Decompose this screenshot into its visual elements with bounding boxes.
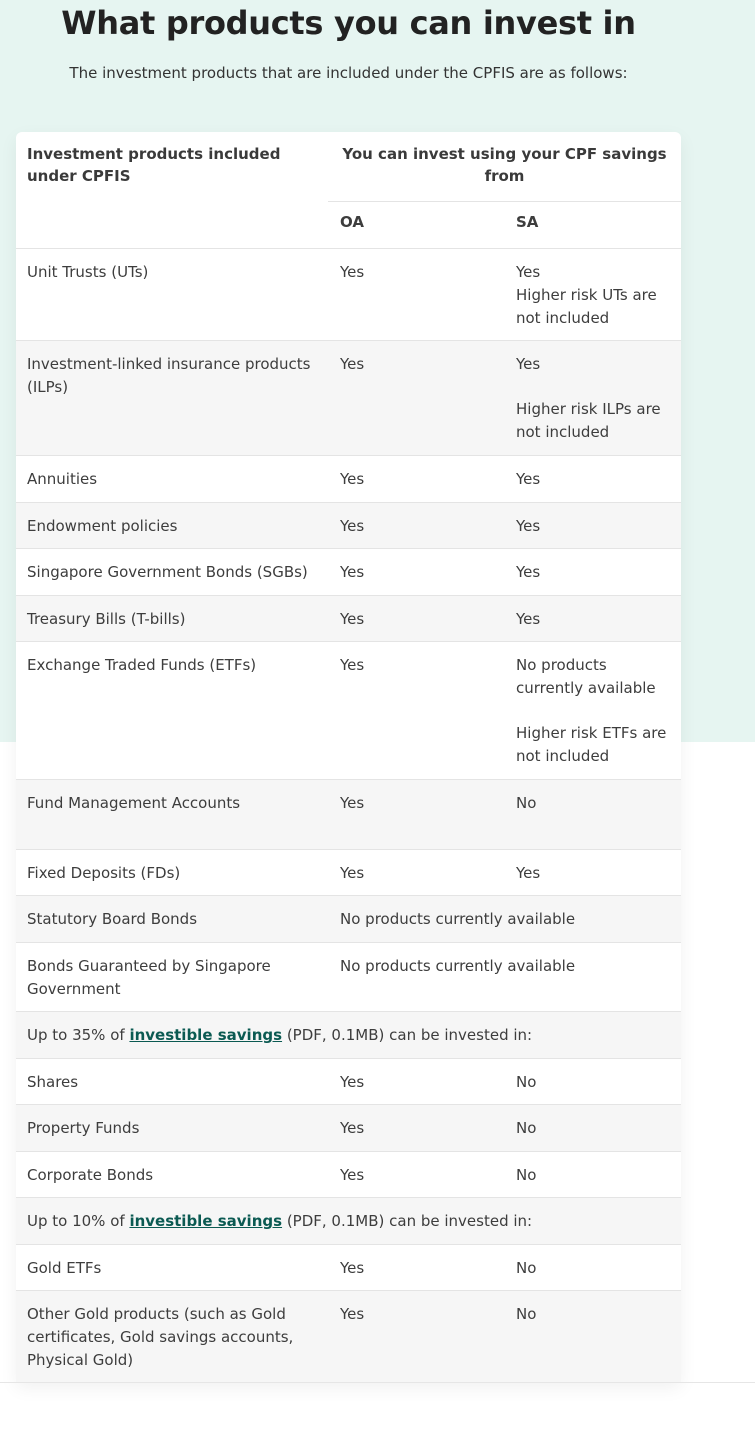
header-savings-column: You can invest using your CPF savings from (342, 145, 667, 185)
table-row (16, 1290, 681, 1382)
product-name: Singapore Government Bonds (SGBs) (27, 563, 308, 581)
sa-value: No (516, 1166, 537, 1184)
page-title: What products you can invest in (61, 4, 636, 42)
table-row (16, 548, 681, 595)
table-row (16, 895, 681, 942)
table-row (16, 1151, 681, 1197)
sa-value: Yes (516, 610, 541, 628)
product-name: Treasury Bills (T-bills) (27, 610, 186, 628)
table-row (16, 849, 681, 895)
sa-value (516, 654, 676, 768)
product-name: Fixed Deposits (FDs) (27, 864, 181, 882)
oa-value: Yes (340, 1073, 365, 1091)
sa-value: No (516, 1073, 537, 1091)
table-header (16, 132, 681, 248)
oa-value: Yes (340, 563, 365, 581)
sa-note: Higher risk UTs are not included (516, 286, 657, 327)
section-prefix: Up to 35% of (27, 1026, 130, 1044)
product-name: Shares (27, 1073, 79, 1091)
oa-value: Yes (340, 470, 365, 488)
oa-value: Yes (340, 1119, 365, 1137)
product-name: Unit Trusts (UTs) (27, 263, 149, 281)
product-name: Gold ETFs (27, 1259, 102, 1277)
product-name: Investment-linked insurance products (ILPs) (27, 355, 311, 396)
oa-value: Yes (340, 517, 365, 535)
sa-value: No (516, 1259, 537, 1277)
availability-value: No products currently available (340, 910, 576, 928)
section-10-percent (16, 1197, 681, 1244)
table-row (16, 595, 681, 641)
oa-value: Yes (340, 610, 365, 628)
table-row (16, 641, 681, 779)
sa-note: Higher risk ILPs are not included (516, 400, 661, 441)
investible-savings-link[interactable]: investible savings (129, 1026, 283, 1044)
oa-value: Yes (340, 263, 365, 281)
oa-value: Yes (340, 1305, 365, 1323)
cpfis-products-table (16, 132, 681, 1382)
oa-value: Yes (340, 1166, 365, 1184)
product-name: Endowment policies (27, 517, 178, 535)
availability-value: No products currently available (340, 957, 576, 975)
table-row (16, 1104, 681, 1151)
header-sa: SA (516, 213, 539, 231)
oa-value: Yes (340, 355, 365, 373)
table-row (16, 1244, 681, 1290)
product-name: Statutory Board Bonds (27, 910, 198, 928)
product-name: Annuities (27, 470, 98, 488)
sa-value: Yes (516, 864, 541, 882)
section-prefix: Up to 10% of (27, 1212, 130, 1230)
investible-savings-link[interactable]: investible savings (129, 1212, 283, 1230)
product-name: Corporate Bonds (27, 1166, 154, 1184)
sa-value: Yes (516, 470, 541, 488)
section-suffix: (PDF, 0.1MB) can be invested in: (282, 1026, 533, 1044)
header-product-column: Investment products included under CPFIS (27, 145, 281, 185)
table-row (16, 455, 681, 502)
section-divider (0, 1382, 755, 1383)
table-row (16, 248, 681, 340)
product-name: Bonds Guaranteed by Singapore Government (27, 957, 271, 998)
sa-value: Yes (516, 563, 541, 581)
table-row (16, 942, 681, 1011)
sa-main: Yes (516, 355, 541, 373)
sa-value: Yes (516, 517, 541, 535)
oa-value: Yes (340, 656, 365, 674)
sa-value (516, 353, 676, 444)
header-oa: OA (340, 213, 364, 231)
oa-value: Yes (340, 864, 365, 882)
table-row (16, 502, 681, 548)
section-35-percent (16, 1011, 681, 1058)
table-row (16, 1058, 681, 1104)
section-note (27, 1024, 667, 1047)
product-name: Fund Management Accounts (27, 794, 241, 812)
sa-main: Yes (516, 263, 541, 281)
sa-main: No products currently available (516, 656, 656, 697)
oa-value: Yes (340, 1259, 365, 1277)
intro-text: The investment products that are included under the CPFIS are as follows: (69, 64, 628, 82)
sa-value (516, 261, 676, 330)
oa-value: Yes (340, 794, 365, 812)
sa-value: No (516, 1305, 537, 1323)
product-name: Exchange Traded Funds (ETFs) (27, 656, 257, 674)
sa-value: No (516, 1119, 537, 1137)
product-name: Other Gold products (such as Gold certificates, Gold savings accounts, Physical Gold) (27, 1305, 294, 1369)
section-note (27, 1210, 667, 1233)
section-suffix: (PDF, 0.1MB) can be invested in: (282, 1212, 533, 1230)
table-row (16, 779, 681, 849)
product-name: Property Funds (27, 1119, 140, 1137)
table-row (16, 340, 681, 455)
sa-value: No (516, 794, 537, 812)
sa-note: Higher risk ETFs are not included (516, 724, 667, 765)
header-divider (328, 201, 681, 202)
